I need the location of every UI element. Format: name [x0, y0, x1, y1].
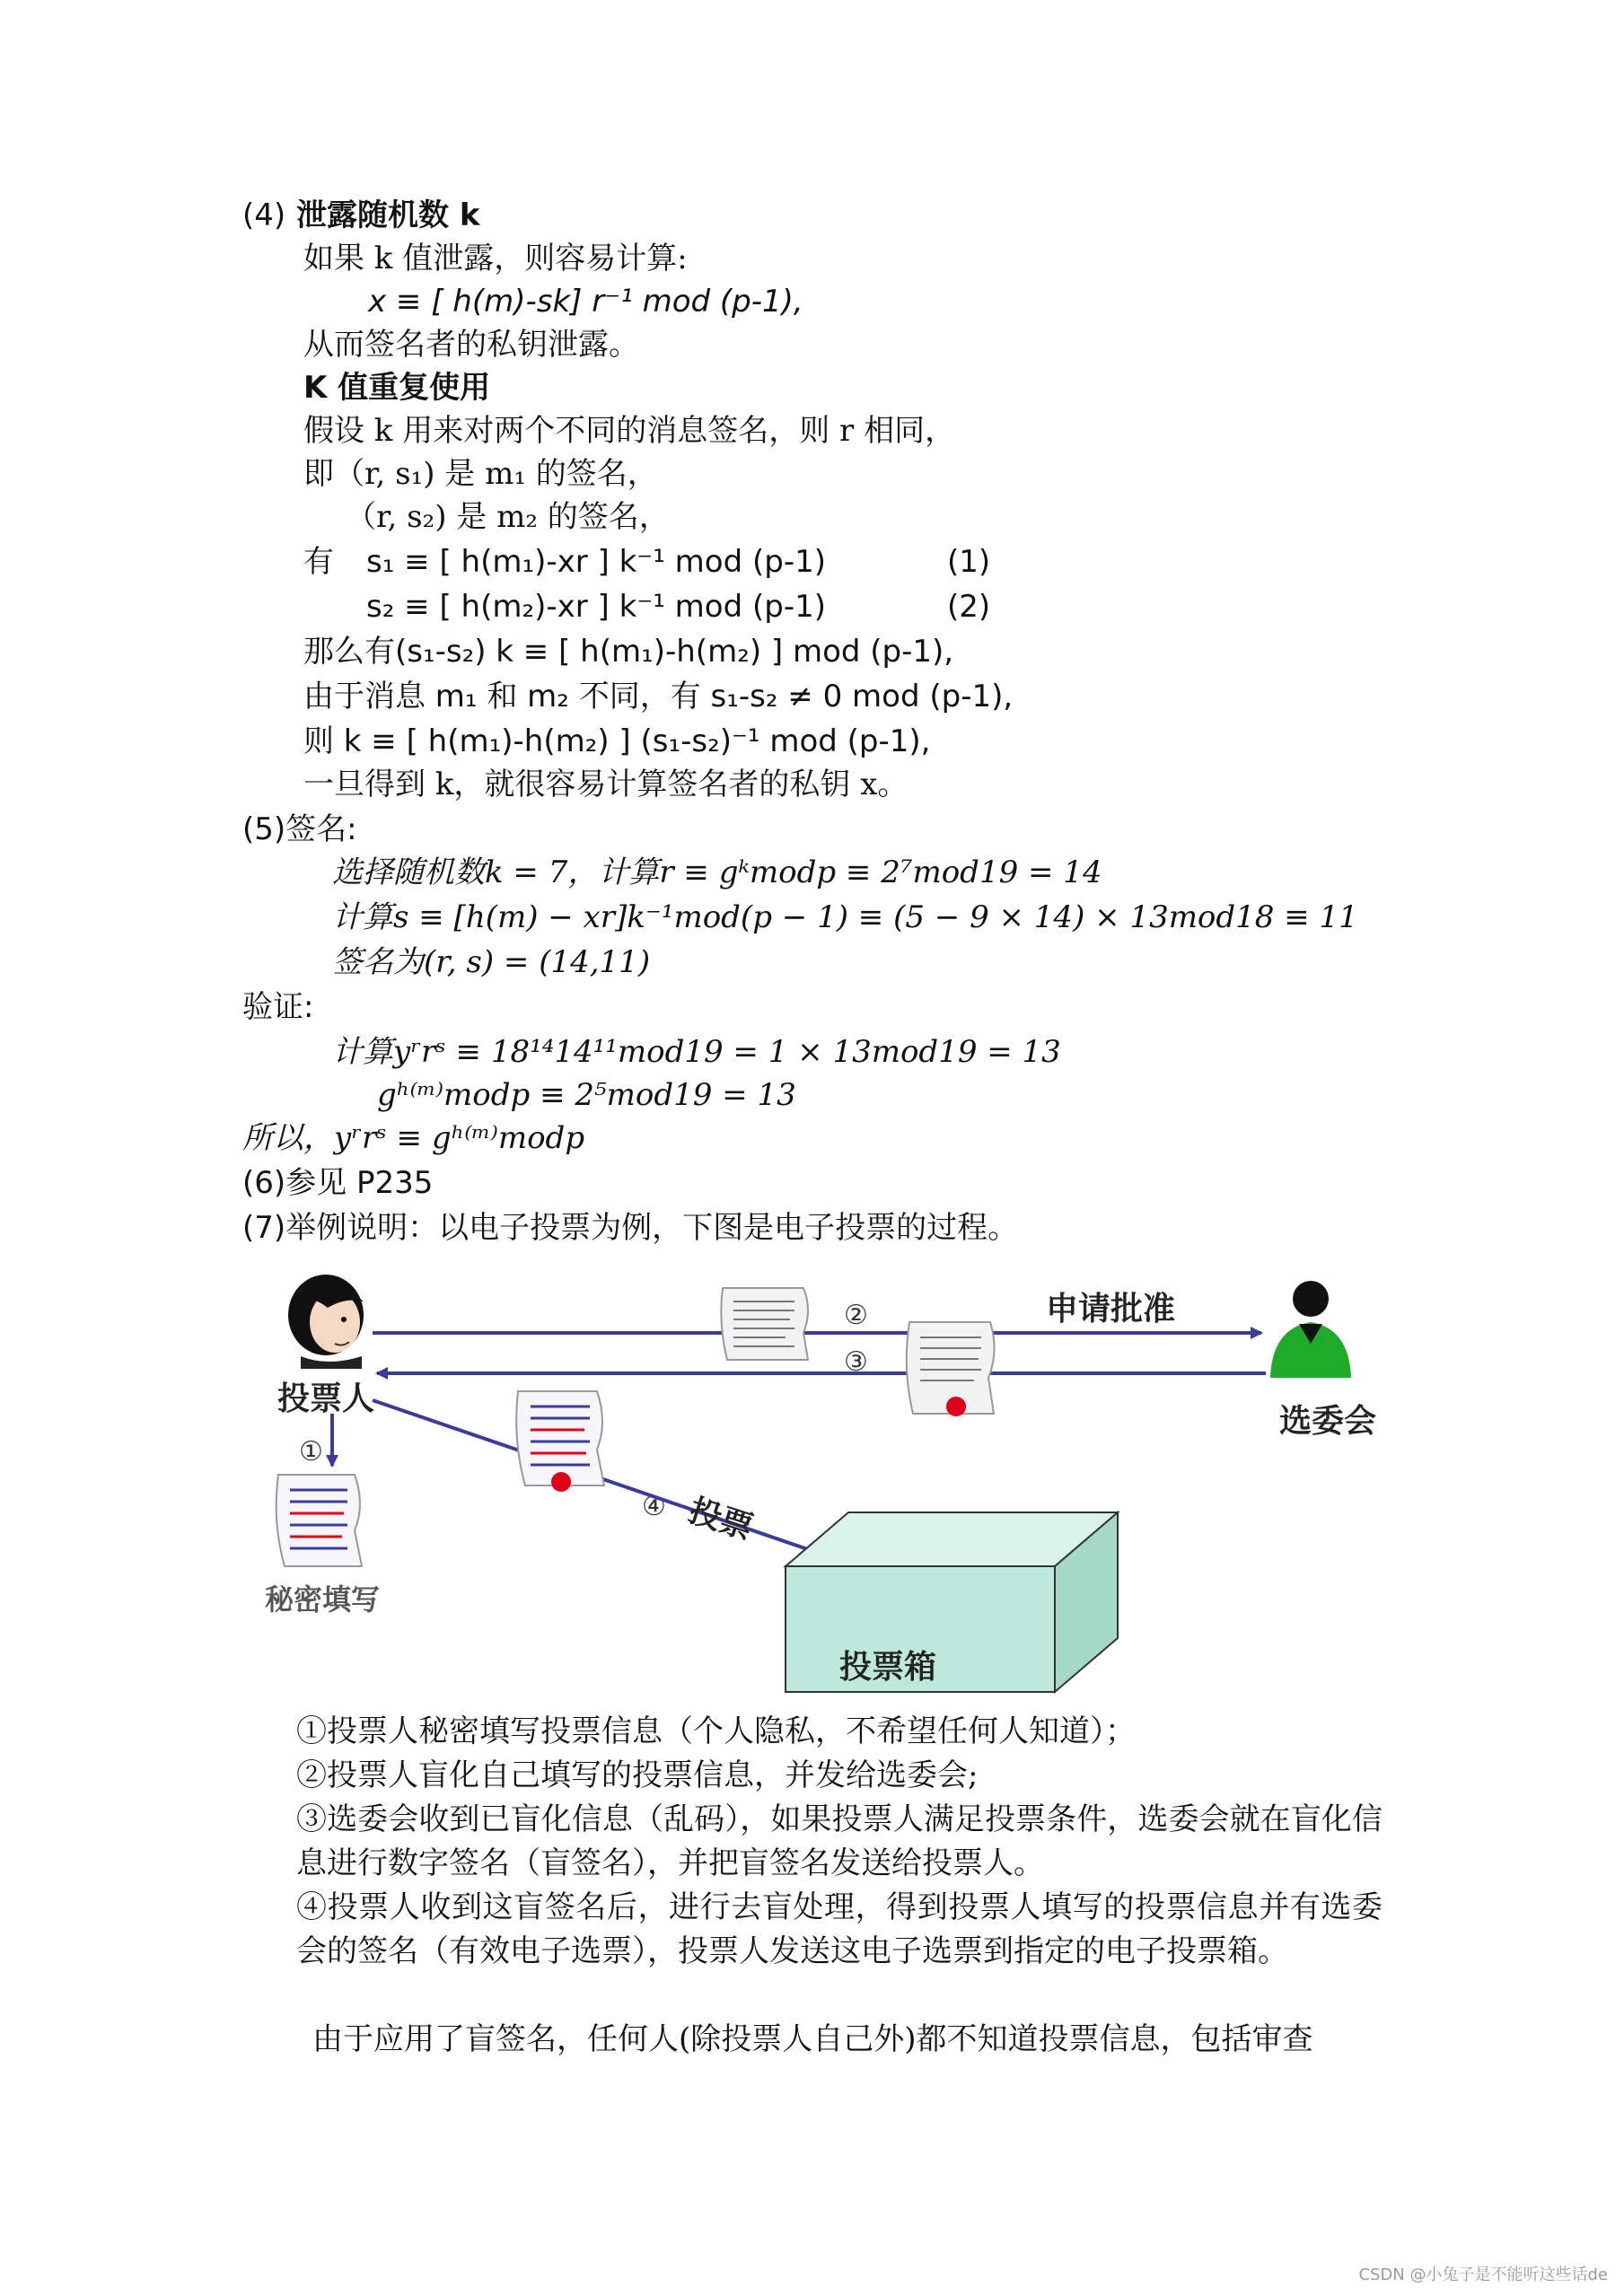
sec7-intro: (7)举例说明：以电子投票为例，下图是电子投票的过程。 — [242, 1210, 1019, 1246]
secret-fill-label: 秘密填写 — [265, 1582, 381, 1617]
sec4-line10: 那么有(s₁-s₂) k ≡ [ h(m₁)-h(m₂) ] mod (p-1), — [303, 634, 954, 670]
vote-label: 投票 — [684, 1491, 758, 1547]
e-voting-diagram — [265, 1270, 1378, 1701]
voter-label: 投票人 — [277, 1380, 375, 1417]
sec4-line13: 一旦得到 k，就很容易计算签名者的私钥 x。 — [303, 767, 909, 802]
sec4-subtitle: K 值重复使用 — [303, 370, 491, 406]
sec4-number: (4) — [242, 197, 286, 233]
sec5-verify-line2: gʰ⁽ᵐ⁾modp ≡ 2⁵mod19 = 13 — [377, 1077, 796, 1113]
sec4-equation-1: s₁ ≡ [ h(m₁)-xr ] k⁻¹ mod (p-1) — [366, 544, 826, 580]
sec4-line12: 则 k ≡ [ h(m₁)-h(m₂) ] (s₁-s₂)⁻¹ mod (p-1), — [303, 723, 931, 759]
sec4-line3: 从而签名者的私钥泄露。 — [303, 327, 639, 363]
sec4-formula: x ≡ [ h(m)-sk] r⁻¹ mod (p-1), — [368, 284, 803, 320]
sec4-line1: 如果 k 值泄露，则容易计算: — [303, 241, 688, 276]
step-4-marker: ④ — [642, 1491, 666, 1522]
signed-blinded-ballot-scroll-icon — [907, 1322, 995, 1416]
sec4-line6: 即（r, s₁) 是 m₁ 的签名， — [303, 456, 658, 492]
sec4-line8-prefix: 有 — [303, 544, 334, 580]
step-3-text: ③选委会收到已盲化信息（乱码），如果投票人满足投票条件，选委会就在盲化信息进行数字签名（盲签名），并把盲签名发送给投票人。 — [296, 1801, 1383, 1881]
sec4-equation-2-number: (2) — [947, 589, 991, 625]
step-4-text: ④投票人收到这盲签名后，进行去盲处理，得到投票人填写的投票信息并有选委会的签名（有效电子选票），投票人发送这电子选票到指定的电子投票箱。 — [296, 1889, 1383, 1969]
sec5-verify-line3: 所以，yʳrˢ ≡ gʰ⁽ᵐ⁾modp — [242, 1120, 585, 1156]
sec5-sign-line1: 选择随机数k = 7，计算r ≡ gᵏmodp ≡ 2⁷mod19 = 14 — [332, 854, 1102, 890]
voter-person-icon — [288, 1275, 364, 1369]
blinded-ballot-scroll-icon — [721, 1288, 808, 1360]
sec5-sign-line2: 计算s ≡ [h(m) − xr]k⁻¹mod(p − 1) ≡ (5 − 9 × 14) × 13mod18 ≡ 11 — [332, 899, 1358, 935]
sec6-reference: (6)参见 P235 — [242, 1165, 434, 1201]
ballot-box-label: 投票箱 — [839, 1648, 937, 1686]
arrow-voter-to-ballot-box — [373, 1400, 857, 1566]
request-approval-label: 申请批准 — [1046, 1290, 1176, 1328]
sec5-verify-line1: 计算yʳrˢ ≡ 18¹⁴14¹¹mod19 = 1 × 13mod19 = 13 — [332, 1034, 1061, 1070]
closing-text: 由于应用了盲签名，任何人(除投票人自己外)都不知道投票信息，包括审查 — [312, 2021, 1313, 2057]
committee-person-icon — [1270, 1281, 1351, 1378]
ballot-box-icon — [786, 1512, 1118, 1692]
sec4-line7: （r, s₂) 是 m₂ 的签名， — [346, 499, 670, 535]
sec4-line11: 由于消息 m₁ 和 m₂ 不同，有 s₁-s₂ ≠ 0 mod (p-1), — [303, 679, 1014, 714]
sec4-title: 泄露随机数 k — [296, 197, 480, 233]
step-1-marker: ① — [299, 1436, 323, 1468]
step-2-text: ②投票人盲化自己填写的投票信息，并发给选委会; — [296, 1757, 979, 1793]
sec4-equation-1-number: (1) — [947, 544, 991, 580]
watermark: CSDN @小兔子是不能听这些话de — [1358, 2265, 1608, 2284]
committee-label: 选委会 — [1279, 1402, 1377, 1440]
signed-ballot-scroll-icon — [516, 1391, 604, 1492]
step-3-marker: ③ — [844, 1346, 868, 1378]
sec5-sign-line3: 签名为(r, s) = (14,11) — [332, 944, 651, 980]
filled-ballot-scroll-icon — [277, 1475, 362, 1566]
step-1-text: ①投票人秘密填写投票信息（个人隐私，不希望任何人知道）； — [296, 1713, 1136, 1749]
sec5-verify-heading: 验证: — [242, 989, 314, 1025]
sec5-heading: (5)签名: — [242, 811, 357, 847]
sec4-line5: 假设 k 用来对两个不同的消息签名，则 r 相同， — [303, 413, 956, 449]
sec4-equation-2: s₂ ≡ [ h(m₂)-xr ] k⁻¹ mod (p-1) — [366, 589, 826, 625]
step-2-marker: ② — [844, 1300, 868, 1331]
